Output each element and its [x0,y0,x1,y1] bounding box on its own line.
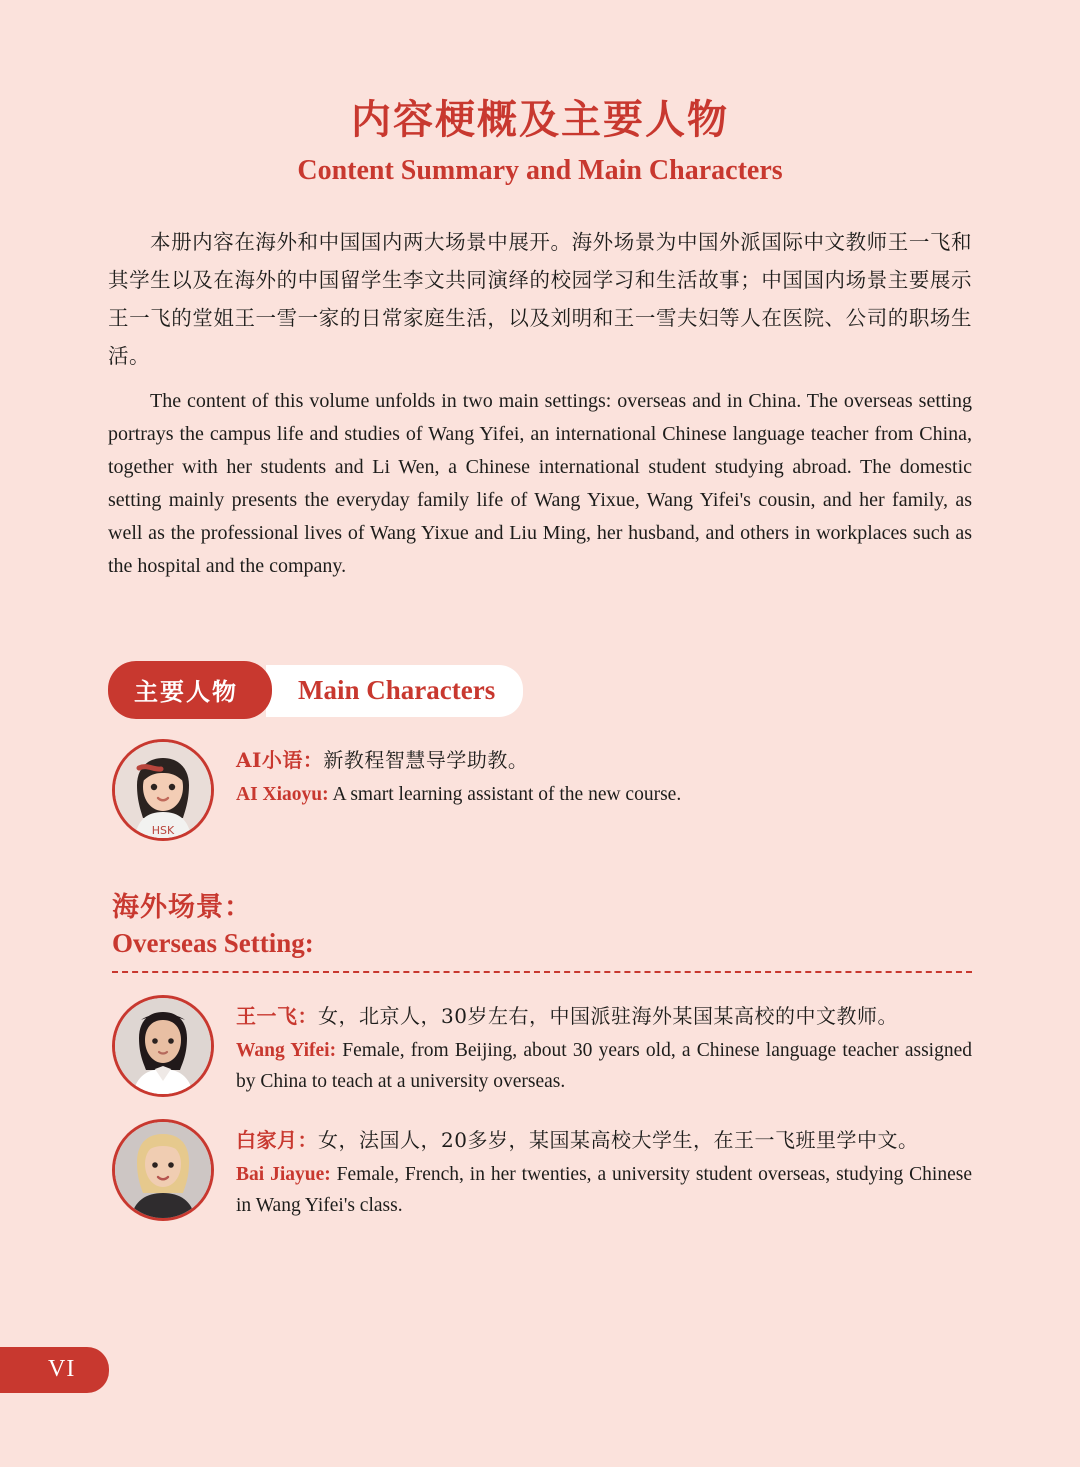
wang-yifei-name-chinese: 王一飞： [236,1004,318,1028]
page-title-english: Content Summary and Main Characters [297,155,783,186]
wang-yifei-line-chinese [236,999,972,1033]
overseas-heading-chinese: 海外场景： [112,892,252,923]
ai-assistant-desc-chinese: 新教程智慧导学助教。 [323,748,529,772]
main-characters-banner [108,661,538,717]
wang-yifei-avatar-icon [112,995,214,1097]
wang-yifei-desc-english: Female, from Beijing, about 30 years old, a Chinese language teacher assigned by China to teach at a university overseas. [236,1040,972,1092]
character-row-bai-jiayue [112,1119,972,1221]
character-row-wang-yifei [112,995,972,1097]
ai-assistant-desc-english: A smart learning assistant of the new course. [332,784,682,805]
ai-assistant-avatar-icon [112,739,214,841]
bai-jiayue-desc-chinese: 女，法国人，20多岁，某国某高校大学生，在王一飞班里学中文。 [318,1128,919,1152]
page-title-chinese: 内容梗概及主要人物 [351,97,729,143]
bai-jiayue-line-chinese [236,1123,972,1157]
overseas-section-heading [112,885,1080,959]
svg-text:HSK: HSK [151,824,175,837]
bai-jiayue-line-english [236,1159,972,1221]
character-text-bai-jiayue [236,1119,972,1221]
main-characters-label-chinese: 主要人物 [108,661,272,719]
intro-paragraph-english: The content of this volume unfolds in two main settings: overseas and in China. The overseas setting portrays the campus life and studies of Wang Yifei, an international Chinese language teacher from China, together with her students and Li Wen, a Chinese international student studying abroad. The domestic setting mainly presents the everyday family life of Wang Yixue, Wang Yifei's cousin, and her family, as well as the professional lives of Wang Yixue and Liu Ming, her husband, and others in workplaces such as the hospital and the company. [108,390,972,577]
bai-jiayue-avatar-icon [112,1119,214,1221]
overseas-heading-english: Overseas Setting: [112,928,314,958]
ai-assistant-name-english: AI Xiaoyu: [236,784,329,805]
character-text-ai-assistant [236,739,972,810]
main-characters-label-english: Main Characters [266,665,523,717]
wang-yifei-desc-chinese: 女，北京人，30岁左右，中国派驻海外某国某高校的中文教师。 [318,1004,898,1028]
character-row-ai-assistant [112,739,972,841]
section-divider [112,971,972,973]
bai-jiayue-name-chinese: 白家月： [236,1128,318,1152]
page-number: VI [0,1347,109,1393]
intro-block [108,223,972,583]
bai-jiayue-desc-english: Female, French, in her twenties, a university student overseas, studying Chinese in Wang Yifei's class. [236,1164,973,1216]
ai-assistant-line-english [236,779,972,810]
bai-jiayue-name-english: Bai Jiayue: [236,1164,331,1185]
wang-yifei-line-english [236,1035,972,1097]
ai-assistant-line-chinese [236,743,972,777]
character-text-wang-yifei [236,995,972,1097]
ai-assistant-name-chinese: AI小语： [236,748,324,772]
wang-yifei-name-english: Wang Yifei: [236,1040,337,1061]
intro-paragraph-chinese: 本册内容在海外和中国国内两大场景中展开。海外场景为中国外派国际中文教师王一飞和其学生以及在海外的中国留学生李文共同演绎的校园学习和生活故事；中国国内场景主要展示王一飞的堂姐王一雪一家的日常家庭生活，以及刘明和王一雪夫妇等人在医院、公司的职场生活。 [108,230,972,368]
